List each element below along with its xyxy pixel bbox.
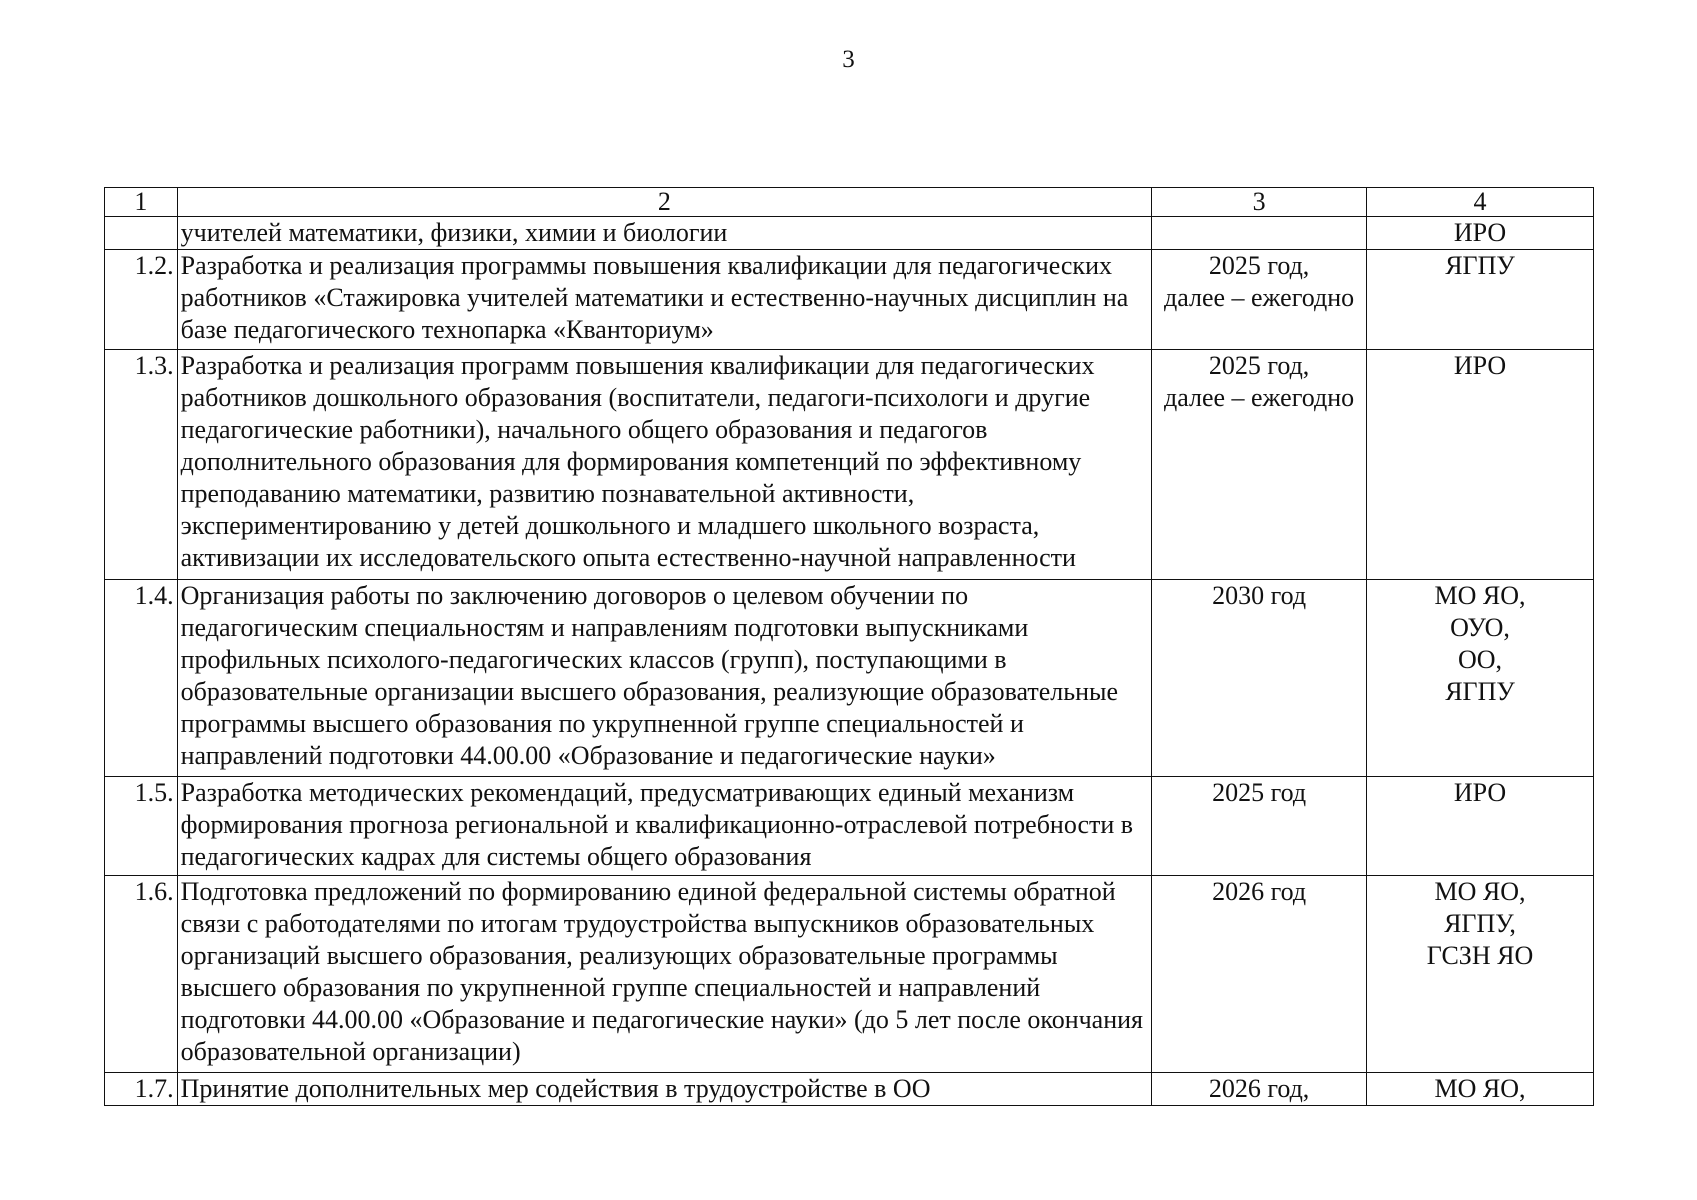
table-row [105, 1073, 1594, 1106]
page-number: 3 [842, 46, 855, 73]
activity-plan-table [104, 187, 1594, 1106]
row-number [105, 217, 178, 250]
responsible: ИРО [1367, 777, 1594, 876]
deadline: 2030 год [1152, 580, 1367, 777]
row-number: 1.6. [105, 876, 178, 1073]
responsible: МО ЯО, ОУО, ОО, ЯГПУ [1367, 580, 1594, 777]
table-row [105, 250, 1594, 350]
table-row [105, 777, 1594, 876]
activity-text: Принятие дополнительных мер содействия в трудоустройстве в ОО [177, 1073, 1152, 1106]
deadline: 2026 год [1152, 876, 1367, 1073]
header-cell-3: 3 [1152, 188, 1367, 217]
row-number: 1.7. [105, 1073, 178, 1106]
table-row [105, 876, 1594, 1073]
row-number: 1.4. [105, 580, 178, 777]
deadline: 2025 год [1152, 777, 1367, 876]
table-header-row [105, 188, 1594, 217]
activity-text: Разработка и реализация программ повышения квалификации для педагогических работников дошкольного образования (воспитатели, педагоги-психологи и другие педагогические работники), начального общего образования и педагогов дополнительного образования для формирования компетенций по эффективному преподаванию математики, развитию познавательной активности, экспериментированию у детей дошкольного и младшего школьного возраста, активизации их исследовательского опыта естественно-научной направленности [177, 350, 1152, 580]
header-cell-2: 2 [177, 188, 1152, 217]
row-number: 1.2. [105, 250, 178, 350]
table-row [105, 350, 1594, 580]
responsible: МО ЯО, [1367, 1073, 1594, 1106]
responsible: ЯГПУ [1367, 250, 1594, 350]
activity-text: Разработка и реализация программы повышения квалификации для педагогических работников «Стажировка учителей математики и естественно-научных дисциплин на базе педагогического технопарка «Кванториум» [177, 250, 1152, 350]
header-cell-1: 1 [105, 188, 178, 217]
activity-text: Подготовка предложений по формированию единой федеральной системы обратной связи с работодателями по итогам трудоустройства выпускников образовательных организаций высшего образования, реализующих образовательные программы высшего образования по укрупненной группе специальностей и направлений подготовки 44.00.00 «Образование и педагогические науки» (до 5 лет после окончания образовательной организации) [177, 876, 1152, 1073]
deadline: 2025 год, далее – ежегодно [1152, 250, 1367, 350]
responsible: ИРО [1367, 350, 1594, 580]
table-row [105, 580, 1594, 777]
deadline: 2025 год, далее – ежегодно [1152, 350, 1367, 580]
activity-text: Разработка методических рекомендаций, предусматривающих единый механизм формирования прогноза региональной и квалификационно-отраслевой потребности в педагогических кадрах для системы общего образования [177, 777, 1152, 876]
row-number: 1.3. [105, 350, 178, 580]
responsible: МО ЯО, ЯГПУ, ГСЗН ЯО [1367, 876, 1594, 1073]
deadline [1152, 217, 1367, 250]
activity-text: Организация работы по заключению договоров о целевом обучении по педагогическим специальностям и направлениям подготовки выпускниками профильных психолого-педагогических классов (групп), поступающими в образовательные организации высшего образования, реализующие образовательные программы высшего образования по укрупненной группе специальностей и направлений подготовки 44.00.00 «Образование и педагогические науки» [177, 580, 1152, 777]
row-number: 1.5. [105, 777, 178, 876]
deadline: 2026 год, [1152, 1073, 1367, 1106]
table-row [105, 217, 1594, 250]
activity-text: учителей математики, физики, химии и биологии [177, 217, 1152, 250]
header-cell-4: 4 [1367, 188, 1594, 217]
responsible: ИРО [1367, 217, 1594, 250]
